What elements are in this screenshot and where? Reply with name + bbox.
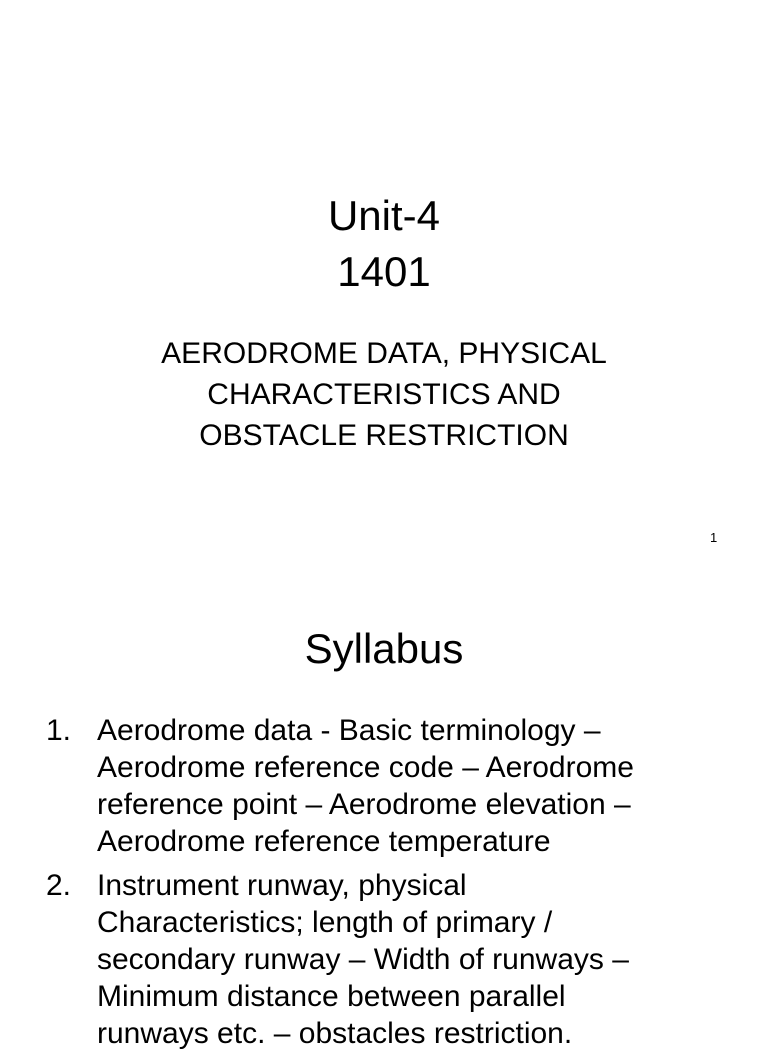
- page-number: 1: [710, 530, 718, 545]
- course-code: 1401: [337, 248, 431, 295]
- syllabus-list: [0, 712, 768, 1059]
- unit-title: Unit-4: [327, 192, 441, 239]
- syllabus-slide: [0, 576, 768, 1050]
- item-text: Instrument runway, physical Characteristics; length of primary / secondary runway – Width of runways – Minimum distance between parallel runways etc. – obstacles restriction.: [97, 869, 629, 1050]
- item-number: 1.: [46, 714, 72, 747]
- subtitle-line: CHARACTERISTICS AND: [207, 378, 561, 411]
- subtitle-line: OBSTACLE RESTRICTION: [199, 419, 569, 452]
- syllabus-heading: Syllabus: [304, 625, 464, 672]
- list-item: [0, 712, 768, 860]
- subtitle-line: AERODROME DATA, PHYSICAL: [161, 337, 607, 370]
- slide-subtitle: [0, 333, 768, 456]
- item-text: Aerodrome data - Basic terminology – Aerodrome reference code – Aerodrome reference point – Aerodrome elevation – Aerodrome reference temperature: [97, 714, 634, 858]
- list-item: [0, 867, 768, 1052]
- item-number: 2.: [46, 869, 72, 902]
